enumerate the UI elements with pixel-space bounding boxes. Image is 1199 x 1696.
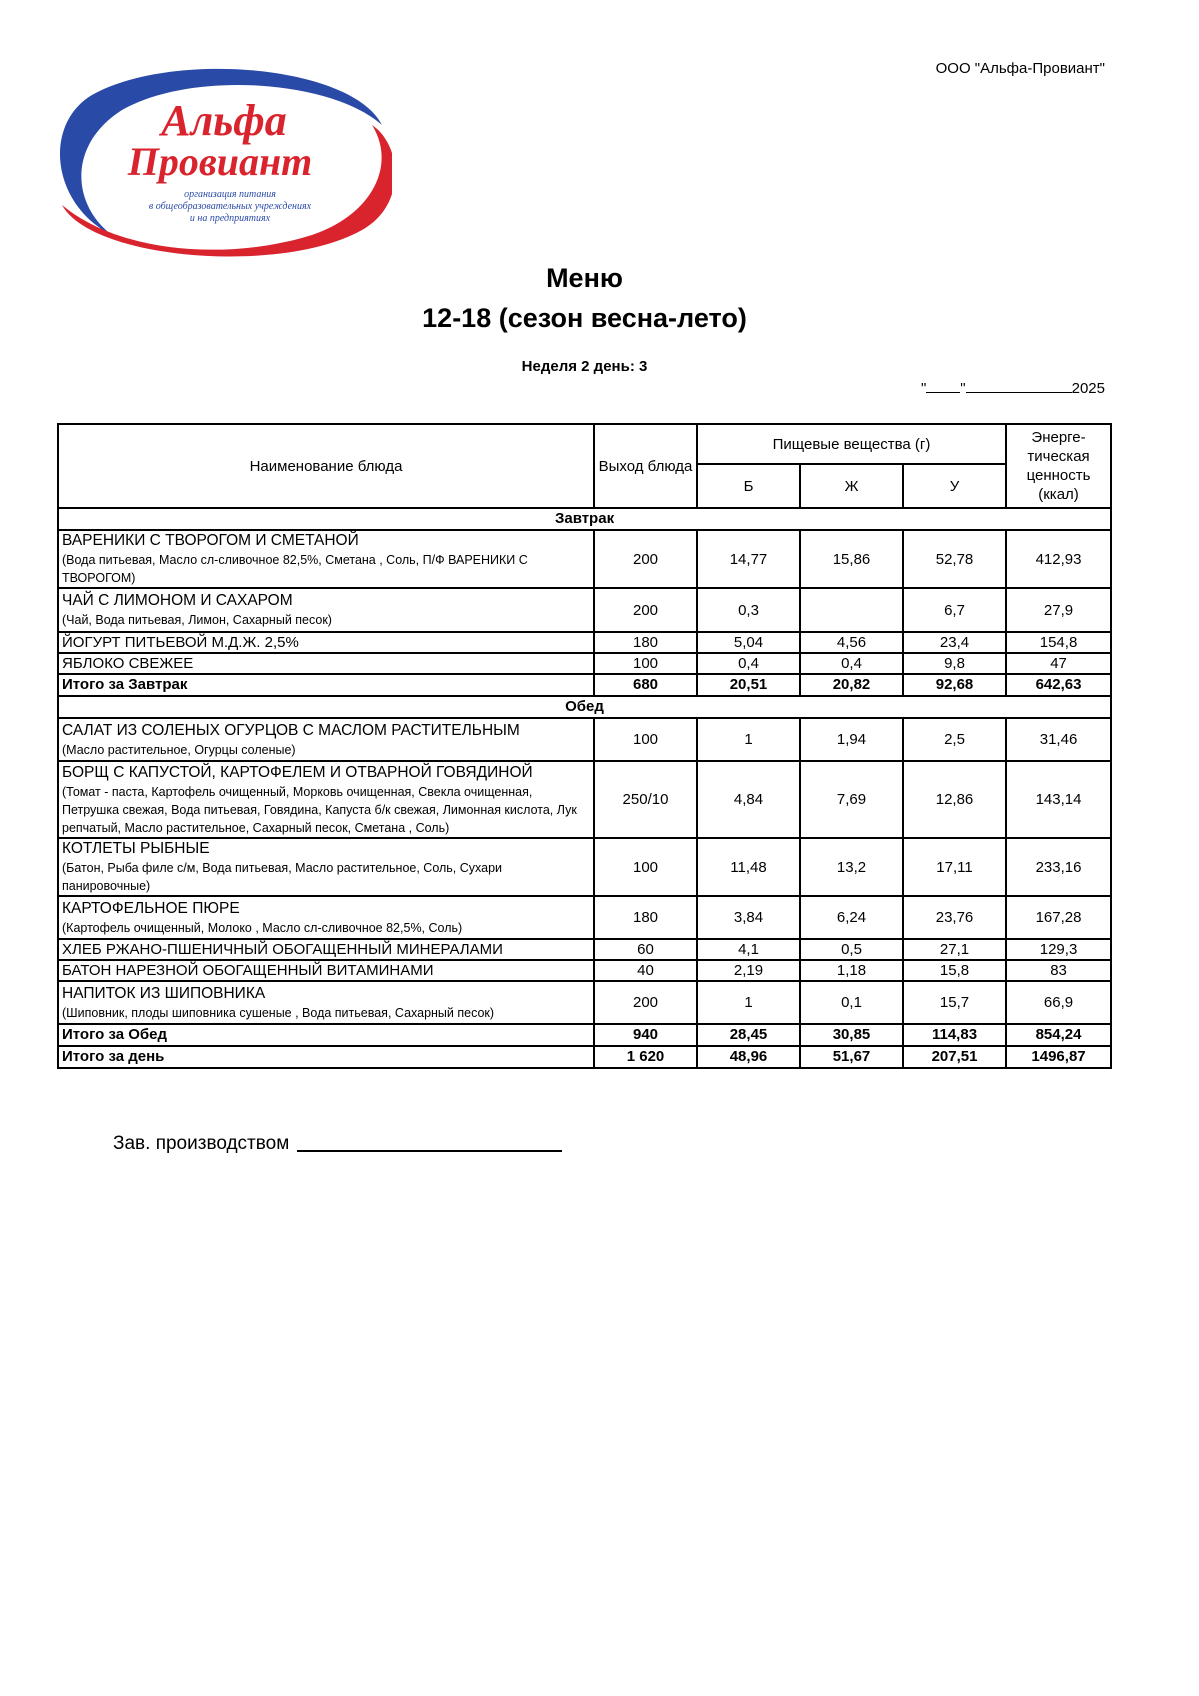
dish-zh: 1,18: [800, 960, 903, 981]
total-b: 20,51: [697, 674, 800, 696]
day-total-kcal: 1496,87: [1006, 1046, 1111, 1068]
dish-zh: 4,56: [800, 632, 903, 653]
dish-name: САЛАТ ИЗ СОЛЕНЫХ ОГУРЦОВ С МАСЛОМ РАСТИТЕЛЬНЫМ (Масло растительное, Огурцы соленые): [58, 718, 594, 761]
dish-zh: 15,86: [800, 530, 903, 588]
dish-zh: 7,69: [800, 761, 903, 838]
dish-u: 9,8: [903, 653, 1006, 674]
date-quote-open: ": [920, 380, 927, 397]
logo-tagline-3: и на предприятиях: [189, 213, 271, 224]
dish-b: 1: [697, 981, 800, 1024]
dish-kcal: 412,93: [1006, 530, 1111, 588]
dish-b: 4,84: [697, 761, 800, 838]
day-total-label: Итого за день: [58, 1046, 594, 1068]
total-b: 28,45: [697, 1024, 800, 1046]
dish-name: ХЛЕБ РЖАНО-ПШЕНИЧНЫЙ ОБОГАЩЕННЫЙ МИНЕРАЛАМИ: [58, 939, 594, 960]
total-row: [58, 674, 1111, 696]
total-kcal: 642,63: [1006, 674, 1111, 696]
dish-b: 0,3: [697, 588, 800, 632]
dish-name: ВАРЕНИКИ С ТВОРОГОМ И СМЕТАНОЙ (Вода питьевая, Масло сл-сливочное 82,5%, Сметана , Соль, П/Ф ВАРЕНИКИ С ТВОРОГОМ): [58, 530, 594, 588]
total-label: Итого за Завтрак: [58, 674, 594, 696]
total-yield: 940: [594, 1024, 697, 1046]
total-zh: 20,82: [800, 674, 903, 696]
dish-kcal: 31,46: [1006, 718, 1111, 761]
dish-yield: 200: [594, 981, 697, 1024]
dish-u: 12,86: [903, 761, 1006, 838]
table-row: [58, 588, 1111, 632]
section-row: [58, 508, 1111, 530]
dish-name: КАРТОФЕЛЬНОЕ ПЮРЕ (Картофель очищенный, Молоко , Масло сл-сливочное 82,5%, Соль): [58, 896, 594, 939]
dish-zh: 6,24: [800, 896, 903, 939]
dish-u: 23,76: [903, 896, 1006, 939]
dish-kcal: 66,9: [1006, 981, 1111, 1024]
dish-b: 2,19: [697, 960, 800, 981]
table-row: [58, 653, 1111, 674]
dish-name: НАПИТОК ИЗ ШИПОВНИКА (Шиповник, плоды шиповника сушеные , Вода питьевая, Сахарный песок): [58, 981, 594, 1024]
table-row: [58, 960, 1111, 981]
total-u: 92,68: [903, 674, 1006, 696]
dish-u: 6,7: [903, 588, 1006, 632]
dish-u: 15,7: [903, 981, 1006, 1024]
header-u: У: [903, 464, 1006, 508]
dish-name: ЯБЛОКО СВЕЖЕЕ: [58, 653, 594, 674]
page-subtitle: 12-18 (сезон весна-лето): [422, 303, 747, 333]
header-nutrients: Пищевые вещества (г): [697, 424, 1006, 464]
dish-yield: 200: [594, 530, 697, 588]
dish-u: 17,11: [903, 838, 1006, 896]
dish-yield: 100: [594, 653, 697, 674]
signature-underline: [297, 1150, 562, 1152]
logo-name-line2: Провиант: [127, 139, 313, 184]
table-row: [58, 761, 1111, 838]
dish-kcal: 233,16: [1006, 838, 1111, 896]
dish-yield: 60: [594, 939, 697, 960]
header-name: Наименование блюда: [58, 424, 594, 508]
dish-u: 52,78: [903, 530, 1006, 588]
alfa-proviant-logo: [52, 55, 392, 265]
dish-b: 1: [697, 718, 800, 761]
table-row: [58, 939, 1111, 960]
total-yield: 680: [594, 674, 697, 696]
table-row: [58, 632, 1111, 653]
page-title: Меню: [546, 263, 623, 293]
date-year: 2025: [1071, 380, 1105, 397]
day-total-row: [58, 1046, 1111, 1068]
logo-tagline-2: в общеобразовательных учреждениях: [148, 201, 312, 212]
dish-yield: 180: [594, 632, 697, 653]
dish-b: 14,77: [697, 530, 800, 588]
dish-name: БОРЩ С КАПУСТОЙ, КАРТОФЕЛЕМ И ОТВАРНОЙ ГОВЯДИНОЙ (Томат - паста, Картофель очищенный, Морковь очищенная, Свекла очищенная, Петрушка свежая, Вода питьевая, Говядина, Капуста б/к свежая, Лимонная кислота, Лук репчатый, Масло растительное, Сахарный песок, Сметана , Соль): [58, 761, 594, 838]
dish-kcal: 83: [1006, 960, 1111, 981]
total-row: [58, 1024, 1111, 1046]
logo-name-line1: Альфа: [161, 96, 287, 145]
section-breakfast: Завтрак: [58, 508, 1111, 530]
total-zh: 30,85: [800, 1024, 903, 1046]
table-row: [58, 896, 1111, 939]
dish-yield: 100: [594, 838, 697, 896]
dish-u: 27,1: [903, 939, 1006, 960]
header-energy: Энерге-тическая ценность (ккал): [1006, 424, 1111, 508]
day-total-u: 207,51: [903, 1046, 1006, 1068]
dish-u: 15,8: [903, 960, 1006, 981]
signature-line: [113, 1133, 562, 1155]
dish-kcal: 27,9: [1006, 588, 1111, 632]
dish-yield: 180: [594, 896, 697, 939]
section-row: [58, 696, 1111, 718]
dish-b: 0,4: [697, 653, 800, 674]
header-yield: Выход блюда: [594, 424, 697, 508]
table-row: [58, 718, 1111, 761]
day-total-zh: 51,67: [800, 1046, 903, 1068]
header-b: Б: [697, 464, 800, 508]
header-zh: Ж: [800, 464, 903, 508]
dish-yield: 250/10: [594, 761, 697, 838]
day-total-b: 48,96: [697, 1046, 800, 1068]
dish-name: ЙОГУРТ ПИТЬЕВОЙ М.Д.Ж. 2,5%: [58, 632, 594, 653]
dish-yield: 100: [594, 718, 697, 761]
dish-zh: [800, 588, 903, 632]
dish-name: КОТЛЕТЫ РЫБНЫЕ (Батон, Рыба филе с/м, Вода питьевая, Масло растительное, Соль, Сухари панировочные): [58, 838, 594, 896]
total-u: 114,83: [903, 1024, 1006, 1046]
table-row: [58, 530, 1111, 588]
dish-b: 5,04: [697, 632, 800, 653]
date-line: [921, 380, 1105, 397]
dish-yield: 40: [594, 960, 697, 981]
dish-zh: 1,94: [800, 718, 903, 761]
dish-yield: 200: [594, 588, 697, 632]
day-total-yield: 1 620: [594, 1046, 697, 1068]
logo-tagline-1: организация питания: [184, 189, 276, 200]
dish-b: 3,84: [697, 896, 800, 939]
dish-zh: 0,5: [800, 939, 903, 960]
section-lunch: Обед: [58, 696, 1111, 718]
footer-label: Зав. производством: [113, 1133, 290, 1154]
dish-u: 2,5: [903, 718, 1006, 761]
dish-kcal: 154,8: [1006, 632, 1111, 653]
dish-kcal: 129,3: [1006, 939, 1111, 960]
dish-name: БАТОН НАРЕЗНОЙ ОБОГАЩЕННЫЙ ВИТАМИНАМИ: [58, 960, 594, 981]
date-quote-close: ": [960, 380, 966, 397]
menu-table: [57, 423, 1112, 1069]
dish-zh: 0,1: [800, 981, 903, 1024]
table-row: [58, 981, 1111, 1024]
table-row: [58, 838, 1111, 896]
dish-kcal: 47: [1006, 653, 1111, 674]
dish-kcal: 143,14: [1006, 761, 1111, 838]
dish-b: 11,48: [697, 838, 800, 896]
company-name: ООО "Альфа-Провиант": [935, 60, 1105, 77]
dish-zh: 0,4: [800, 653, 903, 674]
dish-b: 4,1: [697, 939, 800, 960]
total-kcal: 854,24: [1006, 1024, 1111, 1046]
total-label: Итого за Обед: [58, 1024, 594, 1046]
title-block: [0, 258, 1169, 338]
dish-zh: 13,2: [800, 838, 903, 896]
dish-kcal: 167,28: [1006, 896, 1111, 939]
dish-u: 23,4: [903, 632, 1006, 653]
week-day-label: Неделя 2 день: 3: [521, 358, 648, 375]
dish-name: ЧАЙ С ЛИМОНОМ И САХАРОМ (Чай, Вода питьевая, Лимон, Сахарный песок): [58, 588, 594, 632]
